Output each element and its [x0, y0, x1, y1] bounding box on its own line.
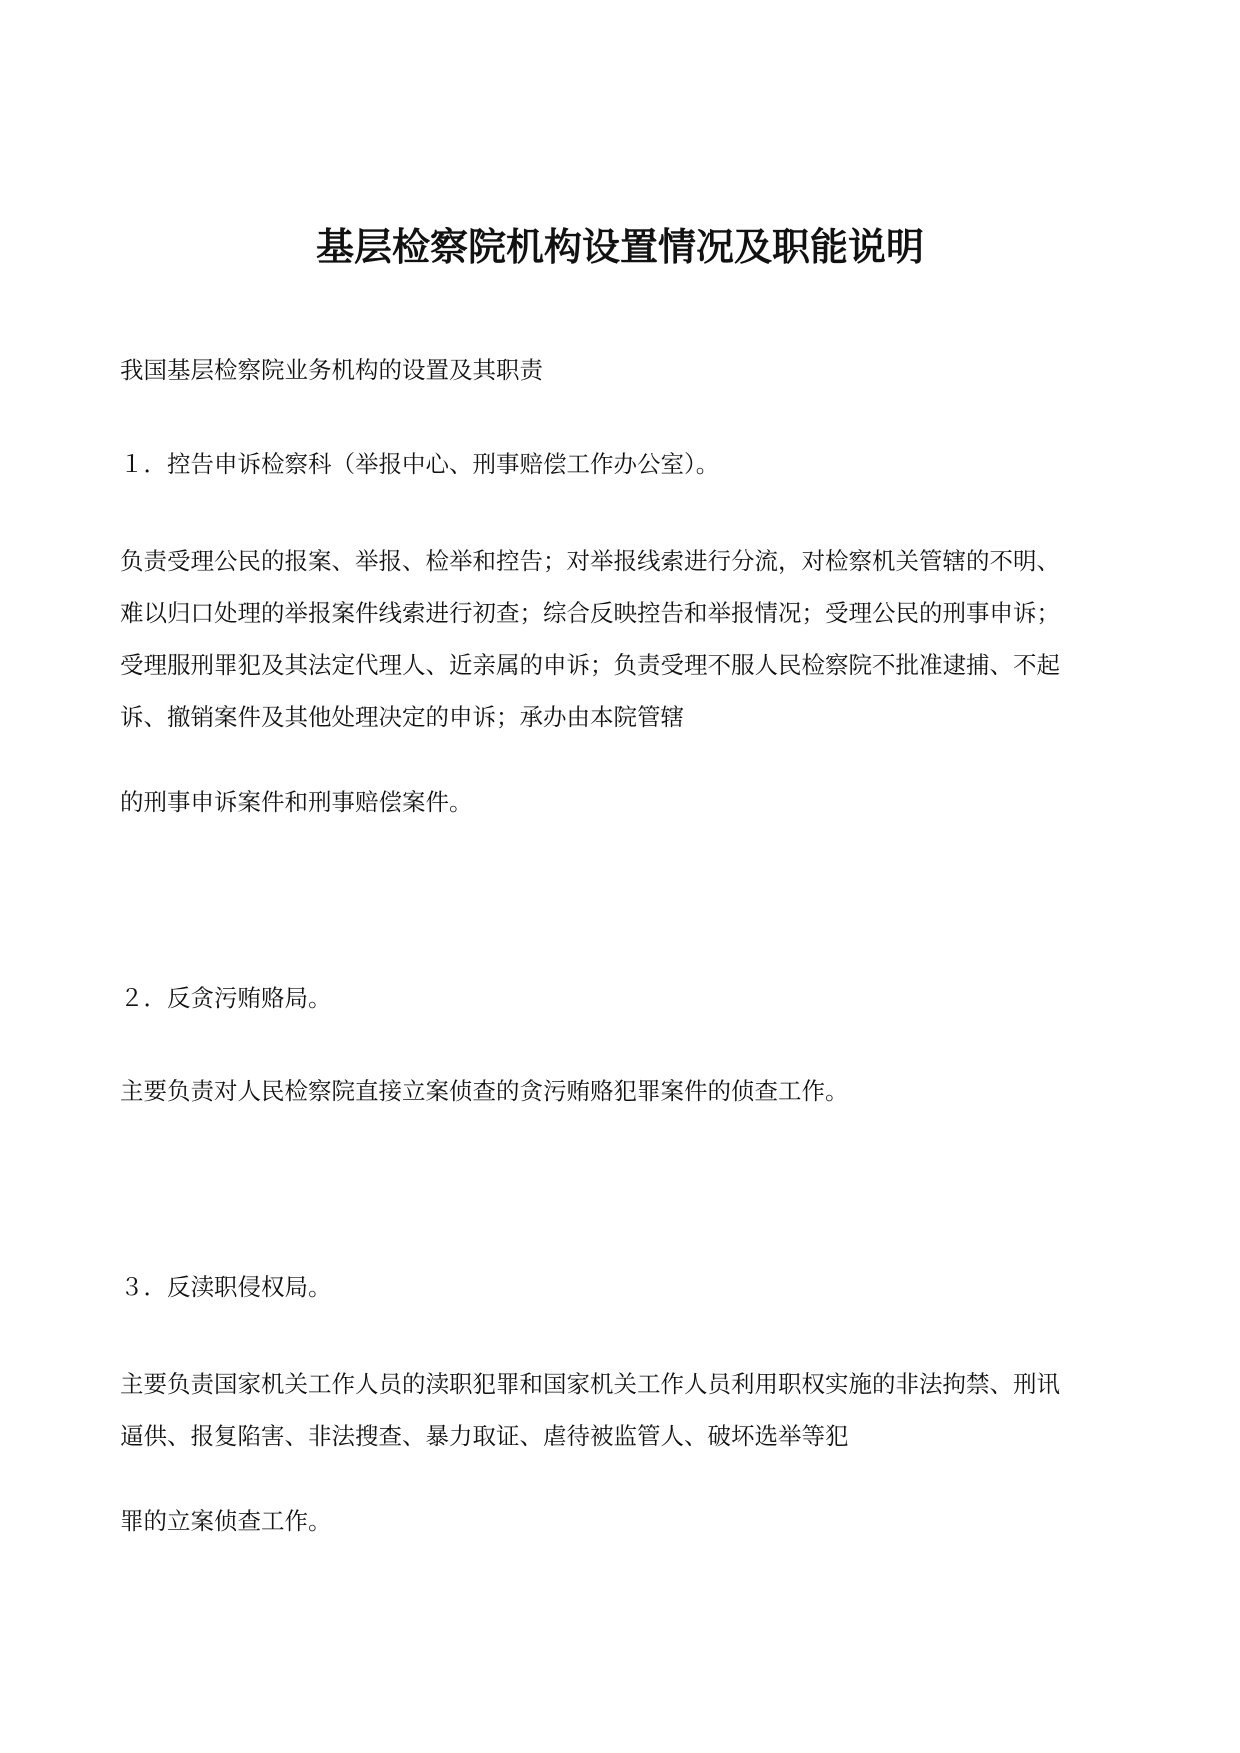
- section-1-continuation: 的刑事申诉案件和刑事赔偿案件。: [120, 788, 473, 816]
- section-1-body-line: 难以归口处理的举报案件线索进行初查；综合反映控告和举报情况；受理公民的刑事申诉；: [120, 599, 1060, 627]
- section-2-body: 主要负责对人民检察院直接立案侦查的贪污贿赂犯罪案件的侦查工作。: [120, 1077, 849, 1105]
- section-1-body-line: 负责受理公民的报案、举报、检举和控告；对举报线索进行分流，对检察机关管辖的不明、: [120, 547, 1060, 575]
- intro-text: 我国基层检察院业务机构的设置及其职责: [120, 356, 543, 384]
- section-1-body-line: 受理服刑罪犯及其法定代理人、近亲属的申诉；负责受理不服人民检察院不批准逮捕、不起: [120, 651, 1060, 679]
- section-3-heading: ３．反渎职侵权局。: [120, 1273, 332, 1301]
- section-3-body-line: 逼供、报复陷害、非法搜查、暴力取证、虐待被监管人、破坏选举等犯: [120, 1422, 849, 1450]
- section-3-body: [120, 1358, 1130, 1462]
- section-3-continuation: 罪的立案侦查工作。: [120, 1507, 332, 1535]
- document-title: 基层检察院机构设置情况及职能说明: [315, 224, 924, 269]
- section-1-body: [120, 535, 1130, 743]
- section-1-heading: １．控告申诉检察科（举报中心、刑事赔偿工作办公室）。: [120, 450, 720, 478]
- section-1-body-line: 诉、撤销案件及其他处理决定的申诉；承办由本院管辖: [120, 703, 684, 731]
- section-3-body-line: 主要负责国家机关工作人员的渎职犯罪和国家机关工作人员利用职权实施的非法拘禁、刑讯: [120, 1370, 1060, 1398]
- section-2-heading: ２．反贪污贿赂局。: [120, 984, 332, 1012]
